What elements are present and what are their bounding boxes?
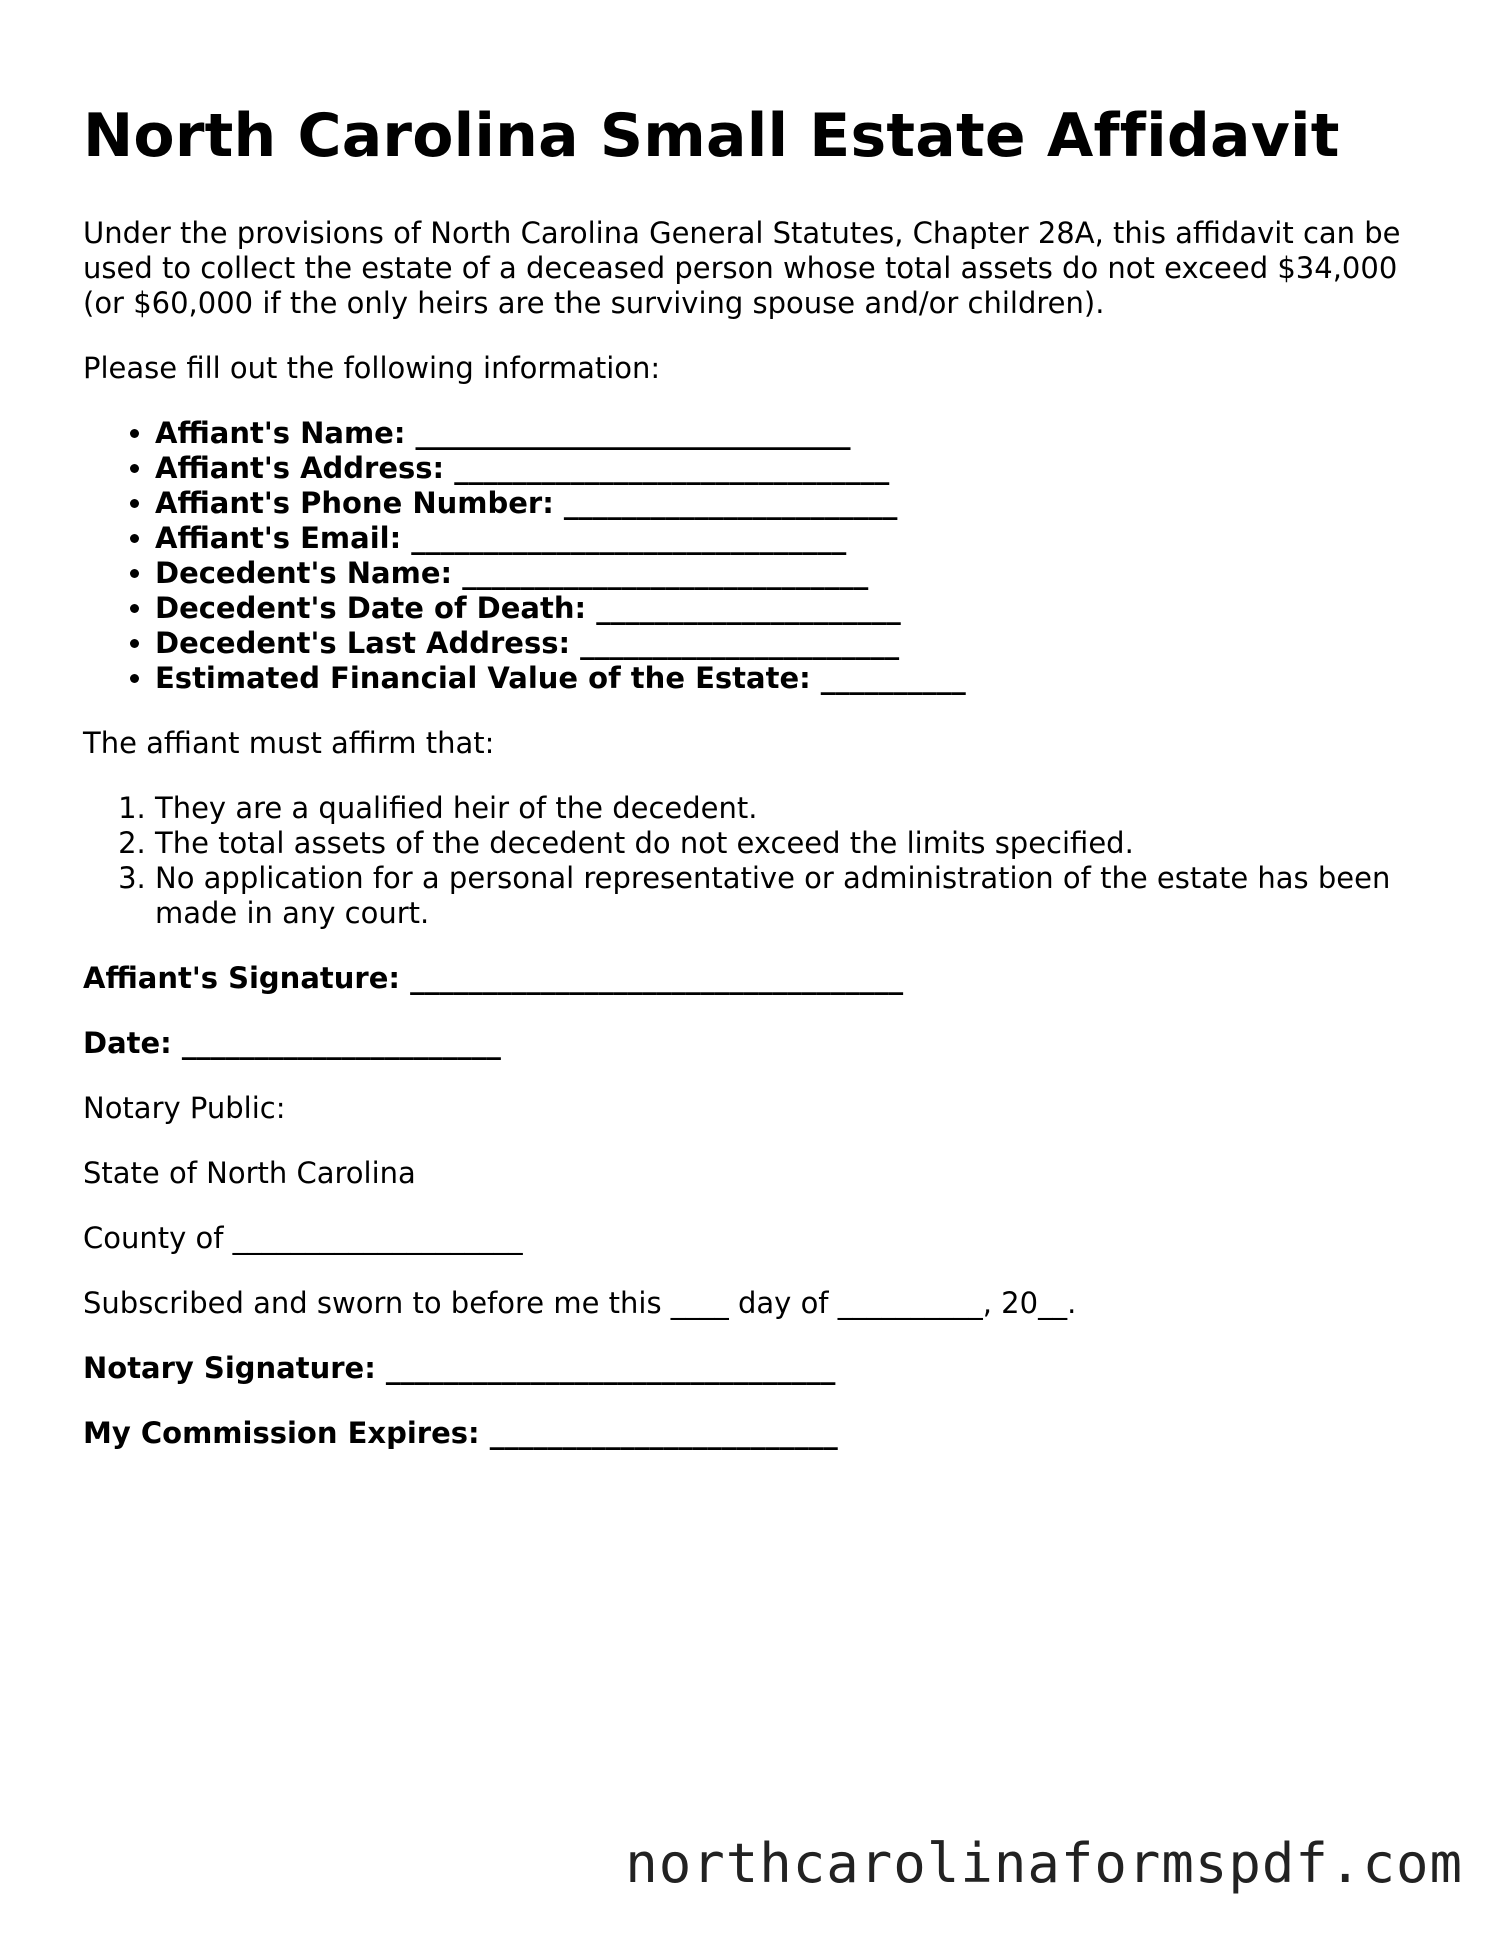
- field-decedent-name: • Decedent's Name: ____________________________: [155, 556, 1423, 591]
- county-line: County of ____________________: [83, 1221, 523, 1255]
- date-line: Date: ______________________: [83, 1026, 501, 1060]
- field-estate-value: • Estimated Financial Value of the Estate: __________: [155, 661, 1423, 696]
- instruction-text: Please fill out the following information:: [83, 351, 661, 385]
- sworn-line: Subscribed and sworn to before me this ____ day of __________, 20__.: [83, 1286, 1077, 1320]
- affirmation-item: 1. They are a qualified heir of the decedent.: [155, 791, 1423, 826]
- affiant-signature-line: Affiant's Signature: __________________________________: [83, 961, 904, 995]
- document-page: [83, 100, 1423, 1481]
- page-title: North Carolina Small Estate Affidavit: [83, 101, 1340, 171]
- intro-paragraph: Under the provisions of North Carolina General Statutes, Chapter 28A, this affidavit can be used to collect the estate of a deceased person whose total assets do not exceed $34,000 (or $60,000 if the only heirs are the surviving spouse and/or children).: [83, 216, 1401, 320]
- field-affiant-address: • Affiant's Address: ______________________________: [155, 451, 1423, 486]
- state-line: State of North Carolina: [83, 1156, 416, 1190]
- notary-public-label: Notary Public:: [83, 1091, 286, 1125]
- affirmation-item: 3. No application for a personal representative or administration of the estate has been made in any court.: [155, 861, 1423, 931]
- commission-expires-line: My Commission Expires: ________________________: [83, 1416, 838, 1450]
- field-decedent-date-of-death: • Decedent's Date of Death: _____________________: [155, 591, 1423, 626]
- site-watermark: northcarolinaformspdf.com: [625, 1832, 1463, 1895]
- field-list: [83, 416, 1423, 696]
- affirmation-list: [83, 791, 1423, 931]
- affirm-intro: The affiant must affirm that:: [83, 726, 495, 760]
- field-affiant-email: • Affiant's Email: ______________________________: [155, 521, 1423, 556]
- affirmation-item: 2. The total assets of the decedent do not exceed the limits specified.: [155, 826, 1423, 861]
- field-affiant-name: • Affiant's Name: ______________________________: [155, 416, 1423, 451]
- notary-signature-line: Notary Signature: _______________________________: [83, 1351, 836, 1385]
- field-affiant-phone: • Affiant's Phone Number: _______________________: [155, 486, 1423, 521]
- field-decedent-last-address: • Decedent's Last Address: ______________________: [155, 626, 1423, 661]
